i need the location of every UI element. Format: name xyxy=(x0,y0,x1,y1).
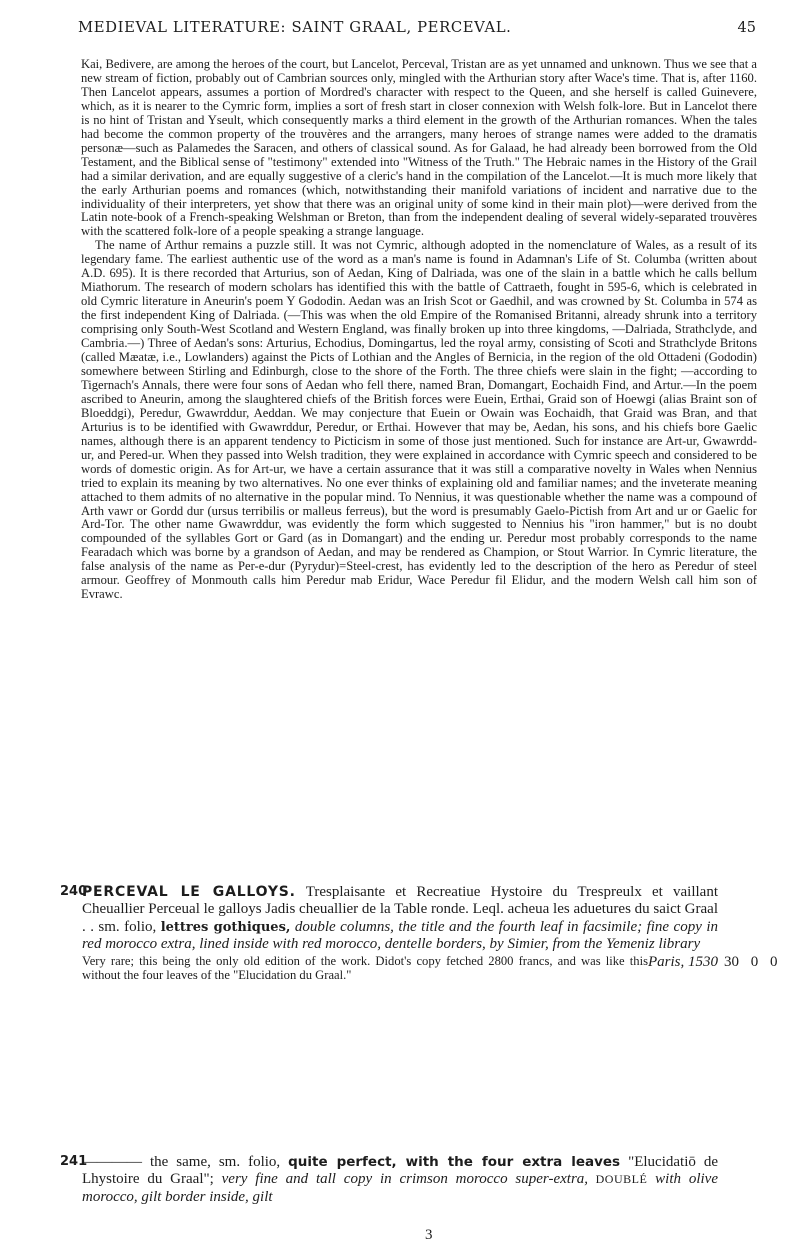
entry-text xyxy=(82,884,718,982)
entry-note: Very rare; this being the only old edition of the work. Didot's copy fetched 2800 francs, and was like this without the four leaves of the "Elucidation du Graal." xyxy=(82,953,648,982)
paragraph-galaad: Kai, Bedivere, are among the heroes of the court, but Lancelot, Perceval, Tristan are as yet unnamed and unknown. Thus we see that a new stream of fiction, probably out of Cambrian sources only, mingled with the Arthurian story after Wace's time. That is, after 1160. Then Lancelot appears, assumes a portion of Mordred's character with respect to the Queen, and she herself is called Guinevere, which, as it is nearer to the Cymric form, implies a sort of fresh start in closer connexion with Welsh folk-lore. But in Lancelot there is no hint of Tristan and Yseult, which consequently marks a third element in the growth of the Arthurian romances. When the tales had become the common property of the trouvères and the arrangers, many heroes of strange names were added to the dramatis personæ—such as Palamedes the Saracen, and others of classical sound. As for Galaad, he had already been borrowed from the Old Testament, and the Biblical sense of "testimony" extended into "Witness of the Truth." The Hebraic names in the History of the Grail had a similar derivation, and are equally suggestive of a cleric's hand in the compilation of the Lancelot.—It is much more likely that the early Arthurian poems and romances (which, notwithstanding their manifold variations of incident and narrative due to the individuality of their interpreters, yet show that there was an original unity of some kind in their main plot)—were derived from the Latin note-book of a French-speaking Welshman or Breton, than from the independent dealing of several widely-separated trouvères with the scattered folk-lore of a people speaking a strange language. xyxy=(81,57,757,239)
entry-heading: PERCEVAL LE GALLOYS. xyxy=(82,884,296,900)
entry-text xyxy=(82,1154,718,1206)
entry-title: the same, sm. folio, xyxy=(142,1154,289,1170)
entry-description: very fine and tall copy in crimson morocco super-extra, xyxy=(221,1171,589,1188)
paragraph-arthur: The name of Arthur remains a puzzle still. It was not Cymric, although adopted in the nomenclature of Wales, as a result of its legendary fame. The earliest authentic use of the word as a man's name is found in Adamnan's Life of St. Columba (written about A.D. 695). It is there recorded that Arturius, son of Aedan, King of Dalriada, was one of the slain in a battle which he calls bellum Miathorum. The research of modern scholars has identified this with the battle of Cattraeth, fought in 595-6, which is celebrated in old Cymric literature in Aneurin's poem Y Gododin. Aedan was an Irish Scot or Gaedhil, and was crowned by St. Columba in 574 as the first independent King of Dalriada. (—This was when the old Empire of the Romanised Britanni, already shrunk into a territory comprising only South-West Scotland and Western England, was finally broken up into three kingdoms, —Dalriada, Strathclyde, and Cambria.—) Three of Aedan's sons: Arturius, Echodius, Domingartus, led the royal army, consisting of Scoti and Strathclyde Britons (called Mæatæ, i.e., Lowlanders) against the Picts of Lothian and the Angles of Bernicia, in the region of the old Ottadeni (Gododin) somewhere between Stirling and Edinburgh, close to the shore of the Forth. The three chiefs were slain in the fight; —according to Tigernach's Annals, there were four sons of Aedan who fell there, named Bran, Domangart, Eochaidh Find, and Artur.—In the poem ascribed to Aneurin, among the slaughtered chiefs of the British forces were Euein, Erthai, Graid son of Hoewgi (alias Braint son of Bloeddgi), Peredur, Gwawrddur, Aeddan. We may conjecture that Euein or Owain was Eochaidh, that Graid was Bran, and that Arturius is to be identified with Gwawrddur, Peredur, or Erthai. However that may be, Aedan, his sons, and his chiefs bore Gaelic names, although there is an apparent tendency to Picticism in some of those just mentioned. Such for instance are Art-ur, Gwawrdd-ur, and Pered-ur. When they passed into Welsh tradition, they were explained in accordance with Cymric speech and considered to be words of domestic origin. As for Art-ur, we have a certain assurance that it was still a comparative novelty in Wales when Nennius tried to explain its meaning by two alternatives. No one ever thinks of explaining old and familiar names; and the inveterate meaning attached to them admits of no alternative in the popular mind. To Nennius, it was questionable whether the name was a compound of Arth vawr or Gordd dur (ursus terribilis or malleus ferreus), but the word is presumably Gaelo-Pictish from Art and ur or Gaelic for Ard-Tor. The other name Gwawrddur, was evidently the form which suggested to Nennius his "iron hammer," but is no doubt compounded of the syllables Gort or Gard (as in Domangart) and the ending ur. Peredur most probably corresponds to the name Fearadach which was borne by a grandson of Aedan, and may be rendered as Champion, or Stout Warrior. In Cymric literature, the false analysis of the name as Per-e-dur (Pyrydur)=Steel-crest, has evidently led to the description of the hero as Peredur of steel armour. Geoffrey of Monmouth calls him Peredur mab Eridur, Wace Peredur fil Elidur, and the modern Welsh call him son of Evrawc. xyxy=(81,238,757,602)
running-title: MEDIEVAL LITERATURE: SAINT GRAAL, PERCEVAL. xyxy=(78,20,512,36)
entry-gothic-type: lettres gothiques, xyxy=(160,919,291,935)
entry-double: DOUBLÉ xyxy=(588,1172,648,1187)
entry-binding: with olive morocco, gilt border inside, gilt xyxy=(82,1171,718,1205)
entry-title: Tresplaisante et Recreatiue Hystoire du Trespreulx et vaillant Cheuallier Perceual le galloys Jadis cheuallier de la Table ronde. Leql. acheua les aduetures du saict Graal . . sm. folio, xyxy=(82,884,718,935)
entry-perfect-note: quite perfect, with the four extra leaves xyxy=(288,1154,621,1170)
running-header xyxy=(78,20,756,44)
page-number: 45 xyxy=(737,20,756,36)
entry-description: double columns, the title and the fourth leaf in facsimile; fine copy in red morocco extra, lined inside with red morocco, dentelle borders, by Simier, from the Yemeniz library xyxy=(82,918,718,953)
signature-mark: 3 xyxy=(425,1227,433,1243)
entry-price: 30 0 0 xyxy=(724,954,778,970)
entry-elucidation: "Elucidatiō de Lhystoire du Graal"; xyxy=(82,1154,718,1188)
ditto-dash: ———— xyxy=(82,1154,142,1170)
entry-number: 241 xyxy=(60,1154,88,1169)
entry-imprint: Paris, 1530 xyxy=(647,953,718,970)
entry-number: 240 xyxy=(60,884,88,899)
body-text xyxy=(81,58,757,602)
